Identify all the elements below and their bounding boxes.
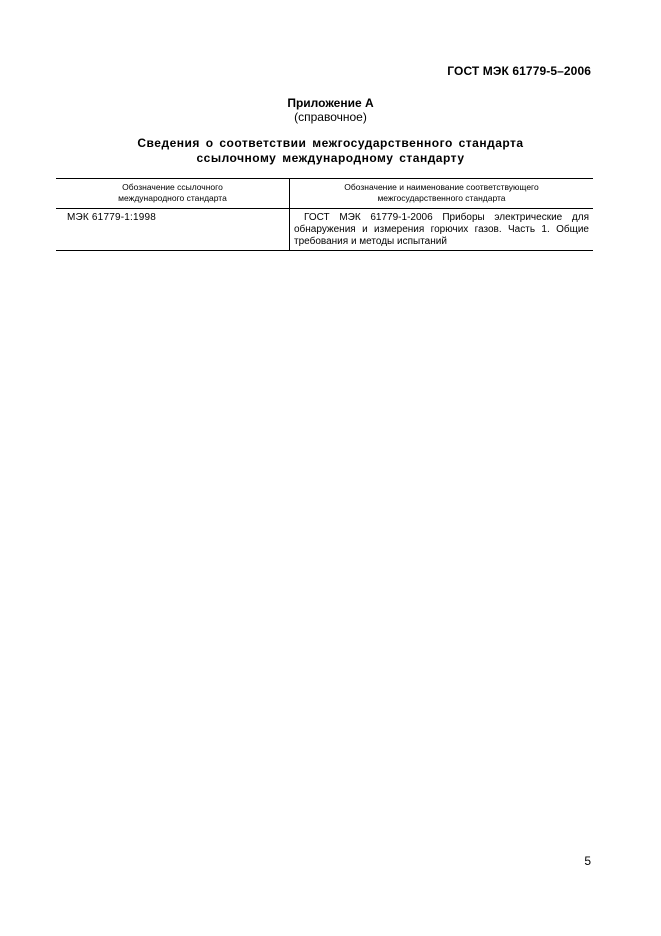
table-row [56, 209, 593, 251]
section-title-line-2: ссылочному международному стандарту [196, 151, 465, 165]
annex-subtitle: (справочное) [294, 110, 367, 124]
annex-title: Приложение А [287, 96, 374, 110]
reference-table [56, 178, 593, 251]
cell-corresponding-standard: ГОСТ МЭК 61779-1-2006 Приборы электрические для обнаружения и измерения горючих газов. Часть 1. Общие требования и методы испытаний [290, 209, 594, 251]
section-title-line-1: Сведения о соответствии межгосударственного стандарта [137, 136, 524, 150]
header-reference-line-2: международного стандарта [118, 193, 227, 203]
header-corresponding-standard [290, 179, 594, 209]
header-reference-line-1: Обозначение ссылочного [122, 182, 223, 192]
section-title [0, 136, 661, 166]
cell-reference-standard: МЭК 61779-1:1998 [56, 209, 290, 251]
header-corresponding-line-1: Обозначение и наименование соответствующего [344, 182, 539, 192]
header-reference-standard [56, 179, 290, 209]
table-header-row [56, 179, 593, 209]
header-corresponding-line-2: межгосударственного стандарта [377, 193, 506, 203]
page-number: 5 [584, 854, 591, 868]
document-code: ГОСТ МЭК 61779-5–2006 [447, 64, 591, 78]
